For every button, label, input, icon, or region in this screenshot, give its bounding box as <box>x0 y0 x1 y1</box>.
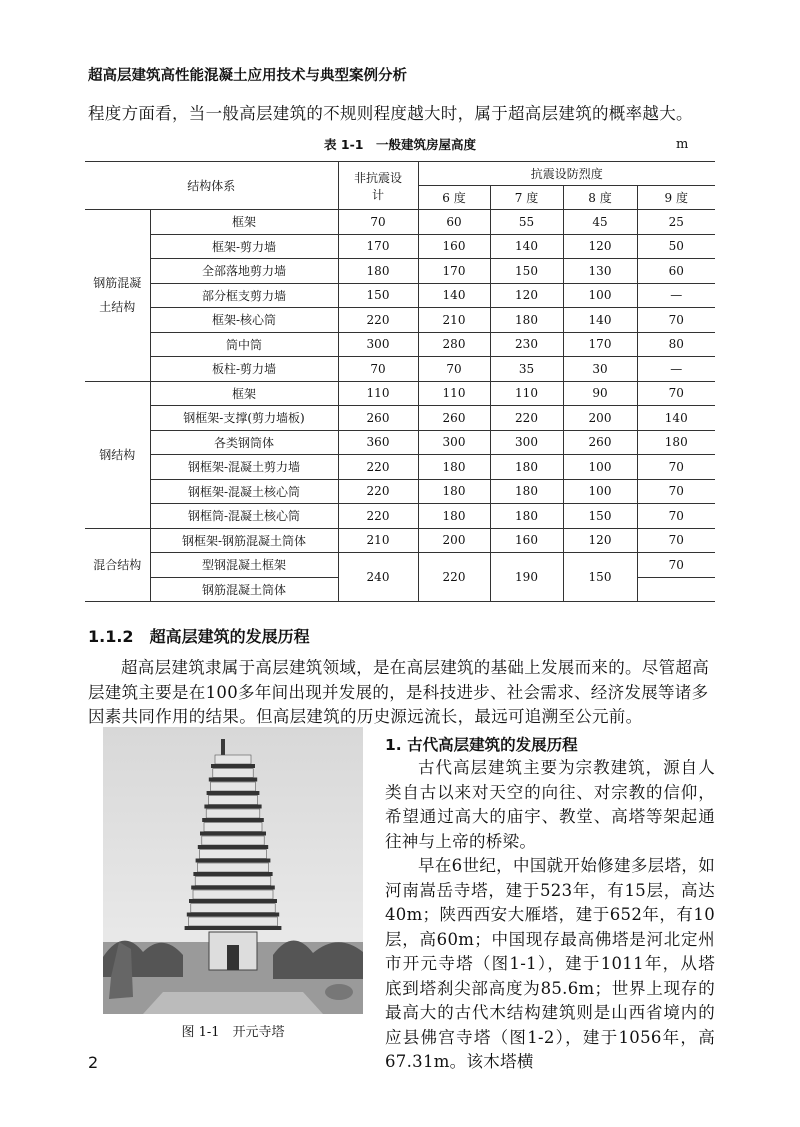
height-value: 70 <box>338 357 418 382</box>
height-value: 140 <box>490 234 563 259</box>
height-value: 70 <box>418 357 490 382</box>
height-value: 180 <box>490 308 563 333</box>
height-value: 55 <box>490 210 563 235</box>
height-value: 80 <box>637 332 715 357</box>
table-row <box>85 430 715 455</box>
height-value: 180 <box>338 259 418 284</box>
height-value: 280 <box>418 332 490 357</box>
page-number: 2 <box>88 1053 99 1072</box>
header-degree: 9 度 <box>637 186 715 210</box>
header-degree: 7 度 <box>490 186 563 210</box>
structure-name: 钢框架-混凝土剪力墙 <box>150 455 338 480</box>
structure-name: 钢框架-钢筋混凝土筒体 <box>150 528 338 553</box>
height-value: 260 <box>563 430 637 455</box>
height-value: 150 <box>338 283 418 308</box>
building-height-table <box>85 161 715 602</box>
height-value: 130 <box>563 259 637 284</box>
height-value: 70 <box>338 210 418 235</box>
height-value: 170 <box>563 332 637 357</box>
height-value: 240 <box>338 553 418 602</box>
structure-name: 钢筋混凝土筒体 <box>150 577 338 602</box>
table-row <box>85 259 715 284</box>
height-value: 190 <box>490 553 563 602</box>
height-value: 50 <box>637 234 715 259</box>
height-value: 260 <box>418 406 490 431</box>
height-value: 90 <box>563 381 637 406</box>
height-value: 300 <box>490 430 563 455</box>
paragraph: 早在6世纪，中国就开始修建多层塔，如河南嵩岳寺塔，建于523年，有15层，高达40m；陕西西安大雁塔，建于652年，有10层，高60m；中国现存最高佛塔是河北定州市开元寺塔（图1-1），建于1011年，从塔底到塔刹尖部高度为85.6m；世界上现存的最高大的古代木结构建筑则是山西省境内的应县佛宫寺塔（图1-2），建于1056年，高67.31m。该木塔横 <box>385 856 715 1071</box>
height-value: 70 <box>637 553 715 578</box>
height-value: 200 <box>563 406 637 431</box>
height-value: 210 <box>418 308 490 333</box>
table-row <box>85 332 715 357</box>
height-value: 220 <box>338 504 418 529</box>
height-value: 60 <box>637 259 715 284</box>
height-value: 360 <box>338 430 418 455</box>
table-unit: m <box>676 137 689 152</box>
table-row <box>85 528 715 553</box>
height-value: 100 <box>563 455 637 480</box>
subsection-heading: 1. 古代高层建筑的发展历程 <box>385 736 578 754</box>
height-value: 70 <box>637 479 715 504</box>
height-value: 120 <box>563 528 637 553</box>
section-heading <box>88 624 310 647</box>
height-value: 45 <box>563 210 637 235</box>
group-name: 钢结构 <box>85 381 150 528</box>
height-value: 30 <box>563 357 637 382</box>
structure-name: 框架 <box>150 210 338 235</box>
table-header-row <box>85 162 715 186</box>
height-value: 70 <box>637 528 715 553</box>
height-value: 35 <box>490 357 563 382</box>
table-row <box>85 357 715 382</box>
structure-name: 框架-剪力墙 <box>150 234 338 259</box>
running-head: 超高层建筑高性能混凝土应用技术与典型案例分析 <box>88 68 407 84</box>
height-value: — <box>637 357 715 382</box>
height-value: 60 <box>418 210 490 235</box>
height-value: 200 <box>418 528 490 553</box>
height-value: 180 <box>418 504 490 529</box>
height-value: 180 <box>490 504 563 529</box>
height-value: 160 <box>418 234 490 259</box>
height-value: 110 <box>490 381 563 406</box>
section-title: 超高层建筑的发展历程 <box>149 627 310 646</box>
height-value: 180 <box>418 455 490 480</box>
height-value: 70 <box>637 504 715 529</box>
section-paragraph <box>88 656 714 730</box>
height-value: 120 <box>490 283 563 308</box>
height-value: — <box>637 283 715 308</box>
height-value: 180 <box>490 455 563 480</box>
structure-name: 框架-核心筒 <box>150 308 338 333</box>
height-value: 140 <box>563 308 637 333</box>
height-value <box>637 577 715 602</box>
kaiyuan-pagoda-photo <box>103 727 363 1014</box>
height-value: 160 <box>490 528 563 553</box>
structure-name: 钢框筒-混凝土核心筒 <box>150 504 338 529</box>
table-row <box>85 455 715 480</box>
table-caption: 表 1-1 一般建筑房屋高度 <box>324 137 476 152</box>
header-structure: 结构体系 <box>85 162 338 210</box>
height-value: 70 <box>637 381 715 406</box>
height-value: 110 <box>418 381 490 406</box>
height-value: 230 <box>490 332 563 357</box>
paragraph: 超高层建筑隶属于高层建筑领域，是在高层建筑的基础上发展而来的。尽管超高层建筑主要是在100多年间出现并发展的，是科技进步、社会需求、经济发展等诸多因素共同作用的结果。但高层建筑的历史源远流长，最远可追溯至公元前。 <box>88 658 709 726</box>
structure-name: 型钢混凝土框架 <box>150 553 338 578</box>
structure-name: 各类钢筒体 <box>150 430 338 455</box>
structure-name: 全部落地剪力墙 <box>150 259 338 284</box>
structure-name: 部分框支剪力墙 <box>150 283 338 308</box>
intro-line: 程度方面看，当一般高层建筑的不规则程度越大时，属于超高层建筑的概率越大。 <box>88 104 693 123</box>
height-value: 150 <box>563 504 637 529</box>
height-value: 220 <box>338 479 418 504</box>
structure-name: 筒中筒 <box>150 332 338 357</box>
height-value: 260 <box>338 406 418 431</box>
structure-name: 钢框架-混凝土核心筒 <box>150 479 338 504</box>
table-row <box>85 283 715 308</box>
header-seismic: 抗震设防烈度 <box>418 162 715 186</box>
height-value: 100 <box>563 283 637 308</box>
structure-name: 钢框架-支撑(剪力墙板) <box>150 406 338 431</box>
height-value: 70 <box>637 308 715 333</box>
height-value: 140 <box>418 283 490 308</box>
header-degree: 6 度 <box>418 186 490 210</box>
structure-name: 框架 <box>150 381 338 406</box>
height-value: 180 <box>490 479 563 504</box>
header-degree: 8 度 <box>563 186 637 210</box>
table-row <box>85 381 715 406</box>
figure-caption: 图 1-1 开元寺塔 <box>181 1025 285 1040</box>
subsection-text <box>385 756 715 1075</box>
structure-name: 板柱-剪力墙 <box>150 357 338 382</box>
height-value: 110 <box>338 381 418 406</box>
height-value: 150 <box>490 259 563 284</box>
height-value: 180 <box>637 430 715 455</box>
table-row <box>85 553 715 578</box>
height-value: 300 <box>338 332 418 357</box>
height-value: 220 <box>338 308 418 333</box>
height-value: 70 <box>637 455 715 480</box>
header-non-seismic: 非抗震设计 <box>338 162 418 210</box>
table-row <box>85 234 715 259</box>
height-value: 170 <box>418 259 490 284</box>
group-name: 钢筋混凝土结构 <box>85 210 150 382</box>
height-value: 170 <box>338 234 418 259</box>
table-row <box>85 308 715 333</box>
table-row <box>85 479 715 504</box>
table-row <box>85 504 715 529</box>
height-value: 150 <box>563 553 637 602</box>
paragraph: 古代高层建筑主要为宗教建筑，源自人类自古以来对天空的向往、对宗教的信仰，希望通过高大的庙宇、教堂、高塔等架起通往神与上帝的桥梁。 <box>385 758 715 851</box>
height-value: 180 <box>418 479 490 504</box>
height-value: 210 <box>338 528 418 553</box>
height-value: 100 <box>563 479 637 504</box>
section-number: 1.1.2 <box>88 627 134 646</box>
height-value: 300 <box>418 430 490 455</box>
table-row <box>85 406 715 431</box>
height-value: 220 <box>338 455 418 480</box>
height-value: 25 <box>637 210 715 235</box>
height-value: 220 <box>418 553 490 602</box>
height-value: 140 <box>637 406 715 431</box>
height-value: 220 <box>490 406 563 431</box>
height-value: 120 <box>563 234 637 259</box>
table-row <box>85 210 715 235</box>
group-name: 混合结构 <box>85 528 150 602</box>
